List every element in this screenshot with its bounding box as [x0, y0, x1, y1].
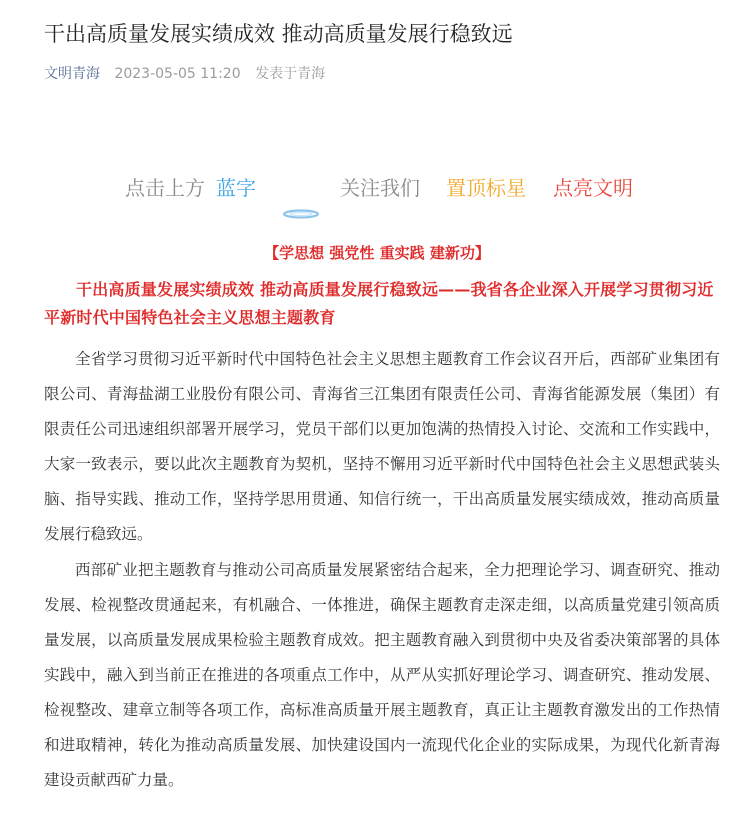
topic-tag: 【学思想 强党性 重实践 建新功】: [264, 244, 490, 262]
banner-pin-text: 置顶标星: [446, 176, 526, 200]
banner-like-text: 点亮文明: [553, 176, 633, 200]
follow-banner: [0, 170, 754, 206]
banner-follow-text: 关注我们: [340, 176, 420, 200]
account-name-link[interactable]: 文明青海: [44, 66, 100, 82]
banner-blue-text: 蓝字: [216, 176, 256, 200]
publish-time: 2023-05-05 11:20: [114, 66, 241, 82]
body-paragraph: 全省学习贯彻习近平新时代中国特色社会主义思想主题教育工作会议召开后，西部矿业集团有限公司、青海盐湖工业股份有限公司、青海省三江集团有限责任公司、青海省能源发展（集团）有限责任公司迅速组织部署开展学习，党员干部们以更加饱满的热情投入讨论、交流和工作实践中，大家一致表示，要以此次主题教育为契机，坚持不懈用习近平新时代中国特色社会主义思想武装头脑、指导实践、推动工作，坚持学思用贯通、知信行统一，干出高质量发展实绩成效，推动高质量发展行稳致远。: [44, 350, 720, 543]
body-paragraph: 西部矿业把主题教育与推动公司高质量发展紧密结合起来，全力把理论学习、调查研究、推动发展、检视整改贯通起来，有机融合、一体推进，确保主题教育走深走细，以高质量党建引领高质量发展，以高质量发展成果检验主题教育成效。把主题教育融入到贯彻中央及省委决策部署的具体实践中，融入到当前正在推进的各项重点工作中，从严从实抓好理论学习、调查研究、推动发展、检视整改、建章立制等各项工作，高标准高质量开展主题教育，真正让主题教育激发出的工作热情和进取精神，转化为推动高质量发展、加快建设国内一流现代化企业的实际成果，为现代化新青海建设贡献西矿力量。: [44, 561, 720, 789]
article-title: 干出高质量发展实绩成效 推动高质量发展行稳致远: [44, 22, 513, 46]
publish-location: 发表于青海: [255, 66, 326, 82]
article-meta: [44, 64, 325, 84]
swirl-decoration-icon: [281, 208, 321, 220]
article-headline: 干出高质量发展实绩成效 推动高质量发展行稳致远——我省各企业深入开展学习贯彻习近平新时代中国特色社会主义思想主题教育: [44, 280, 714, 327]
banner-click-text: 点击上方: [125, 176, 205, 200]
